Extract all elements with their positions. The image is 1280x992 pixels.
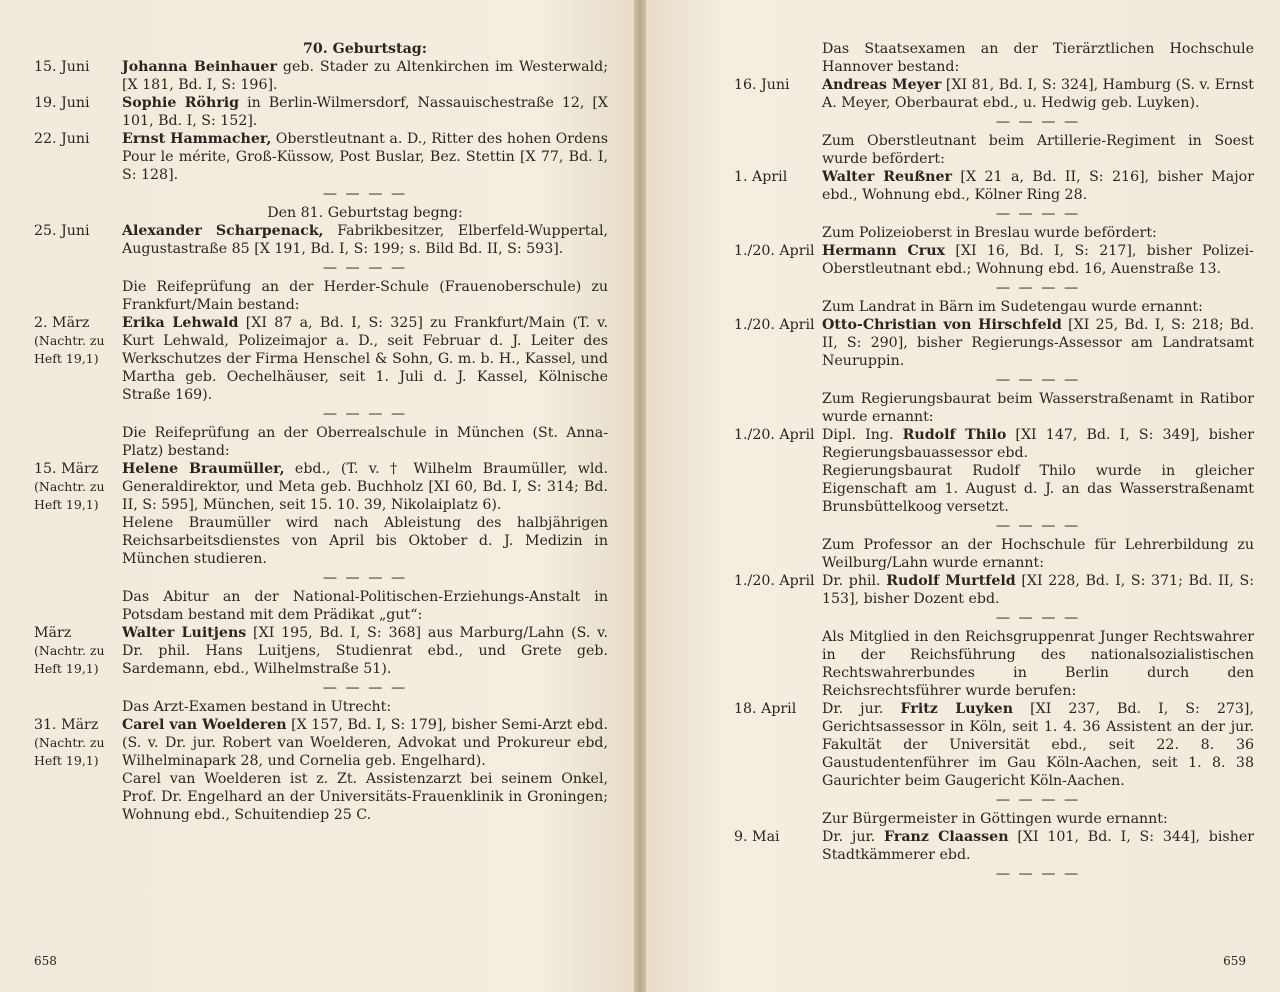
separator: — — — — (995, 280, 1081, 296)
section-heading: Das Arzt-Examen bestand in Utrecht: (122, 699, 392, 715)
separator: — — — — (322, 680, 408, 696)
separator: — — — — (995, 866, 1081, 882)
person-name: Walter Luitjens (122, 625, 247, 641)
entry-date: 22. Juni (34, 131, 90, 147)
entry-text: Ernst Hammacher, Oberstleutnant a. D., Ritter des hohen Ordens Pour le mérite, Groß-Küssow, Post Buslar, Bez. Stettin [X 77, Bd. I, S: 128]. (122, 131, 608, 183)
entry-text: Helene Braumüller, ebd., (T. v. † Wilhelm Braumüller, wld. Generaldirektor, und Meta geb. Buchholz [XI 60, Bd. I, S: 314; Bd. II, S: 595], München, seit 15. 10. 39, Nikolaiplatz 6). Helene Braumüller wird nach Ableistung des halbjährigen Reichsarbeitsdienstes von April bis Oktober d. J. Medizin in München studieren. (122, 461, 608, 567)
entry-text: Dipl. Ing. Rudolf Thilo [XI 147, Bd. I, S: 349], bisher Regierungsbauassessor ebd. Regierungsbaurat Rudolf Thilo wurde in gleicher Eigenschaft am 1. August d. J. an das Wasserstraßenamt Brunsbüttelkoog versetzt. (822, 427, 1254, 515)
section-heading: Die Reifeprüfung an der Herder-Schule (Frauenoberschule) zu Frankfurt/Main bestand: (122, 279, 608, 313)
page-number: 658 (34, 954, 57, 968)
entry-note: (Nachtr. zu Heft 19,1) (34, 735, 105, 768)
separator: — — — — (322, 186, 408, 202)
entry-text: Dr. phil. Rudolf Murtfeld [XI 228, Bd. I, S: 371; Bd. II, S: 153], bisher Dozent ebd. (822, 573, 1254, 607)
section-heading: Das Abitur an der National-Politischen-Erziehungs-Anstalt in Potsdam bestand mit dem Prädikat „gut“: (122, 589, 608, 623)
section-heading: Den 81. Geburtstag begng: (267, 205, 463, 221)
entry-note: (Nachtr. zu Heft 19,1) (34, 333, 105, 366)
entry (34, 130, 608, 184)
person-name: Erika Lehwald (122, 315, 239, 331)
section-heading: Zum Professor an der Hochschule für Lehrerbildung zu Weilburg/Lahn wurde ernannt: (822, 537, 1254, 571)
entry-note: (Nachtr. zu Heft 19,1) (34, 479, 105, 512)
entry-text: Andreas Meyer [XI 81, Bd. I, S: 324], Hamburg (S. v. Ernst A. Meyer, Oberbaurat ebd., u. Hedwig geb. Luyken). (822, 77, 1254, 111)
separator: — — — — (995, 792, 1081, 808)
right-page (646, 0, 1280, 992)
entry (734, 76, 1254, 112)
section-heading: Das Staatsexamen an der Tierärztlichen Hochschule Hannover bestand: (822, 41, 1254, 75)
person-name: Rudolf Thilo (902, 427, 1007, 443)
separator: — — — — (322, 406, 408, 422)
entry (734, 426, 1254, 516)
left-page (0, 0, 634, 992)
entry (34, 58, 608, 94)
entry (734, 168, 1254, 204)
person-name: Rudolf Murtfeld (886, 573, 1016, 589)
entry (734, 828, 1254, 864)
entry (734, 242, 1254, 278)
person-name: Franz Claassen (884, 829, 1009, 845)
separator: — — — — (995, 206, 1081, 222)
person-name: Andreas Meyer (822, 77, 942, 93)
entry-date: 25. Juni (34, 223, 90, 239)
person-name: Johanna Beinhauer (122, 59, 277, 75)
entry-date: 18. April (734, 701, 797, 717)
entry-text: Carel van Woelderen [X 157, Bd. I, S: 179], bisher Semi-Arzt ebd. (S. v. Dr. jur. Robert van Woelderen, Advokat und Prokureur ebd, Wilhelminapark 28, und Cornelia geb. Engelhard). Carel van Woelderen ist z. Zt. Assistenzarzt bei seinem Onkel, Prof. Dr. Engelhard an der Universitäts-Frauenklinik in Groningen; Wohnung ebd., Schuitendiep 25 C. (122, 717, 608, 823)
section-heading: Zum Regierungsbaurat beim Wasserstraßenamt in Ratibor wurde ernannt: (822, 391, 1254, 425)
entry (734, 700, 1254, 790)
person-name: Otto-Christian von Hirschfeld (822, 317, 1062, 333)
entry-extra: Regierungsbaurat Rudolf Thilo wurde in gleicher Eigenschaft am 1. August d. J. an das Wasserstraßenamt Brunsbüttelkoog versetzt. (822, 463, 1254, 515)
entry-text: Dr. jur. Fritz Luyken [XI 237, Bd. I, S: 273], Gerichtsassessor in Köln, seit 1. 4. 36 Assistent an der jur. Fakultät der Universität ebd., seit 22. 8. 36 Gaustudentenführer im Gau Köln-Aachen, seit 1. 8. 38 Gaurichter beim Gaugericht Köln-Aachen. (822, 701, 1254, 789)
separator: — — — — (995, 114, 1081, 130)
entry-date: 1./20. April (734, 317, 815, 333)
page-number: 659 (1223, 954, 1246, 968)
person-name: Carel van Woelderen (122, 717, 287, 733)
heading-70-geburtstag: 70. Geburtstag: (303, 41, 427, 57)
entry-text: Otto-Christian von Hirschfeld [XI 25, Bd. I, S: 218; Bd. II, S: 290], bisher Regierungs-Assessor am Landratsamt Neuruppin. (822, 317, 1254, 369)
entry-date: 1./20. April (734, 243, 815, 259)
separator: — — — — (322, 260, 408, 276)
person-name: Ernst Hammacher, (122, 131, 272, 147)
entry-text: Erika Lehwald [XI 87 a, Bd. I, S: 325] zu Frankfurt/Main (T. v. Kurt Lehwald, Polizeimajor a. D., seit Februar d. J. Leiter des Werkschutzes der Firma Henschel & Sohn, G. m. b. H., Kassel, und Martha geb. Oechelhäuser, seit 1. Juli d. J. Kassel, Kölnische Straße 169). (122, 315, 608, 403)
entry-date: 1./20. April (734, 573, 815, 589)
section-heading: Zum Landrat in Bärn im Sudetengau wurde ernannt: (822, 299, 1203, 315)
person-name: Hermann Crux (822, 243, 946, 259)
entry-date: 31. März (Nachtr. zu Heft 19,1) (34, 716, 122, 824)
entry-extra: Carel van Woelderen ist z. Zt. Assistenzarzt bei seinem Onkel, Prof. Dr. Engelhard an der Universitäts-Frauenklinik in Groningen; Wohnung ebd., Schuitendiep 25 C. (122, 771, 608, 823)
entry-text: Alexander Scharpenack, Fabrikbesitzer, Elberfeld-Wuppertal, Augustastraße 85 [X 191, Bd. I, S: 199; s. Bild Bd. II, S: 593]. (122, 223, 608, 257)
entry-text: Walter Reußner [X 21 a, Bd. II, S: 216], bisher Major ebd., Wohnung ebd., Kölner Ring 28. (822, 169, 1254, 203)
entry-date: 9. Mai (734, 829, 780, 845)
book-gutter (634, 0, 646, 992)
person-name: Sophie Röhrig (122, 95, 240, 111)
separator: — — — — (995, 518, 1081, 534)
entry (34, 314, 608, 404)
separator: — — — — (995, 610, 1081, 626)
entry-text: Johanna Beinhauer geb. Stader zu Altenkirchen im Westerwald; [X 181, Bd. I, S: 196]. (122, 59, 608, 93)
person-name: Alexander Scharpenack, (122, 223, 324, 239)
entry (34, 624, 608, 678)
section-heading: Zum Polizeioberst in Breslau wurde befördert: (822, 225, 1157, 241)
section-heading: Zur Bürgermeister in Göttingen wurde ernannt: (822, 811, 1168, 827)
person-name: Fritz Luyken (900, 701, 1014, 717)
section-heading: Als Mitglied in den Reichsgruppenrat Junger Rechtswahrer in der Reichsführung des nationalsozialistischen Rechtswahrerbundes in Berlin durch den Reichsrechtsführer wurde berufen: (822, 629, 1254, 699)
person-name: Walter Reußner (822, 169, 952, 185)
entry-text: Walter Luitjens [XI 195, Bd. I, S: 368] aus Marburg/Lahn (S. v. Dr. phil. Hans Luitjens, Studienrat ebd., und Grete geb. Sardemann, ebd., Wilhelmstraße 51). (122, 625, 608, 677)
entry-date: 15. März (Nachtr. zu Heft 19,1) (34, 460, 122, 568)
entry (734, 572, 1254, 608)
separator: — — — — (322, 570, 408, 586)
entry-extra: Helene Braumüller wird nach Ableistung des halbjährigen Reichsarbeitsdienstes von April bis Oktober d. J. Medizin in München studieren. (122, 515, 608, 567)
entry (34, 460, 608, 568)
entry-date: 2. März (Nachtr. zu Heft 19,1) (34, 314, 122, 404)
entry-date: März (Nachtr. zu Heft 19,1) (34, 624, 122, 678)
entry (34, 94, 608, 130)
person-name: Helene Braumüller, (122, 461, 285, 477)
entry-date: 1. April (734, 169, 788, 185)
section-heading: Zum Oberstleutnant beim Artillerie-Regiment in Soest wurde befördert: (822, 133, 1254, 167)
entry-date: 15. Juni (34, 59, 90, 75)
separator: — — — — (995, 372, 1081, 388)
entry-text: Sophie Röhrig in Berlin-Wilmersdorf, Nassauischestraße 12, [X 101, Bd. I, S: 152]. (122, 95, 608, 129)
entry (34, 716, 608, 824)
entry (34, 222, 608, 258)
entry-date: 1./20. April (734, 427, 815, 443)
entry-date: 19. Juni (34, 95, 90, 111)
entry (734, 316, 1254, 370)
entry-note: (Nachtr. zu Heft 19,1) (34, 643, 105, 676)
section-heading: Die Reifeprüfung an der Oberrealschule in München (St. Anna-Platz) bestand: (122, 425, 608, 459)
entry-text: Hermann Crux [XI 16, Bd. I, S: 217], bisher Polizei-Oberstleutnant ebd.; Wohnung ebd. 16, Auenstraße 13. (822, 243, 1254, 277)
entry-date: 16. Juni (734, 77, 790, 93)
entry-text: Dr. jur. Franz Claassen [XI 101, Bd. I, S: 344], bisher Stadtkämmerer ebd. (822, 829, 1255, 863)
